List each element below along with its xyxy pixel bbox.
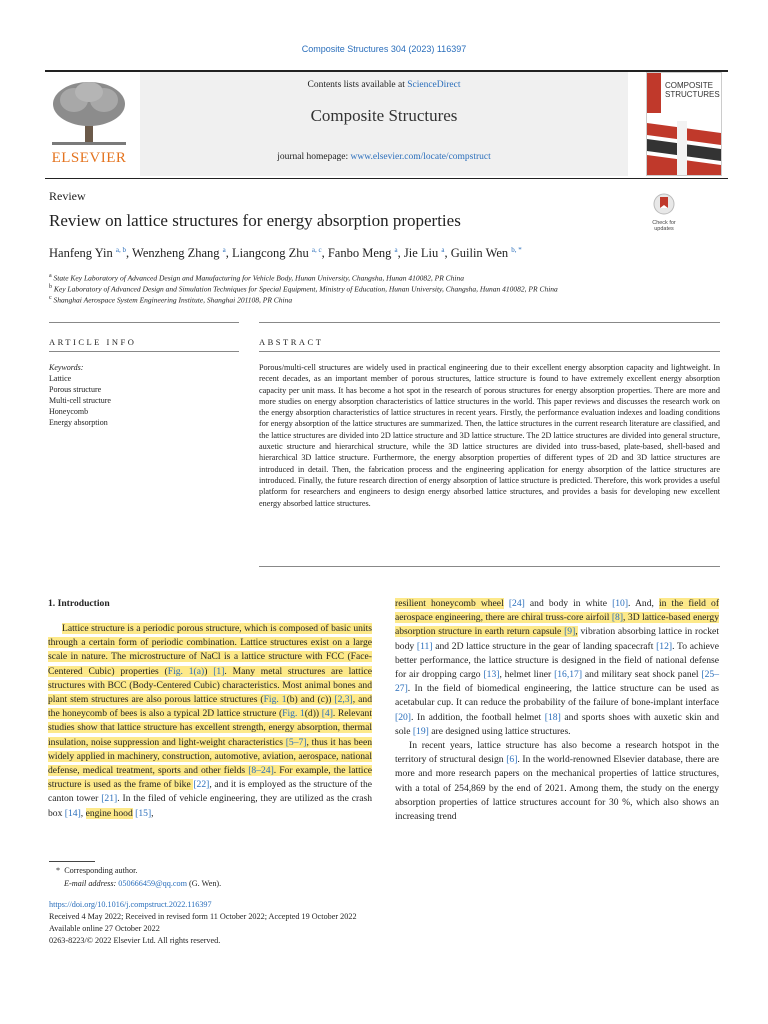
citation-link[interactable]: [4]	[321, 708, 333, 720]
citation-link[interactable]: [19]	[412, 725, 429, 737]
paragraph	[48, 622, 372, 821]
text-run: , and the honeycomb of bees is also a typical 2D lattice structure (	[48, 694, 372, 720]
text-run: , helmet liner	[499, 669, 555, 681]
affiliation-text: State Key Laboratory of Advanced Design and Manufacturing for Vehicle Body, Hunan University, Changsha, Hunan 410082, PR China	[53, 273, 464, 283]
keyword: Multi-cell structure	[49, 396, 111, 405]
author-affiliation-mark[interactable]: a, b	[115, 246, 126, 254]
abstract-heading: ABSTRACT	[259, 337, 324, 347]
check-for-updates-badge[interactable]	[646, 193, 682, 233]
homepage-prefix: journal homepage:	[277, 152, 351, 162]
elsevier-logo-text: ELSEVIER	[51, 150, 127, 166]
citation-link[interactable]: [12]	[656, 640, 673, 652]
citation-link[interactable]: [13]	[483, 669, 500, 681]
citation-link[interactable]: [8]	[611, 612, 624, 624]
text-run: )	[204, 665, 214, 677]
affiliation	[49, 273, 709, 283]
affiliation-mark: a	[49, 273, 52, 279]
citation-link[interactable]: [16,17]	[554, 669, 583, 681]
citation-link[interactable]: [8–24]	[248, 765, 274, 777]
article-info-heading: ARTICLE INFO	[49, 337, 137, 347]
corresponding-label: Corresponding author.	[64, 866, 138, 875]
text-run: and military seat shock panel	[582, 669, 702, 681]
section-heading-introduction: 1. Introduction	[48, 598, 110, 609]
highlighted-text	[48, 623, 372, 790]
homepage-link[interactable]: www.elsevier.com/locate/compstruct	[350, 152, 491, 162]
article-info-sub-rule	[49, 351, 239, 352]
text-run: , and it is employed as the structure of the canton tower	[48, 779, 373, 805]
abstract-text: Porous/multi-cell structures are widely used in practical engineering due to their excellent energy absorption capacity and lightweight. In recent decades, as an important member of porous structures, lattice structure is found to have extremely excellent energy absorption capacity per unit mass. It has become a hot spot in the research of porous structures for energy absorption properties. There are more and more studies on energy absorption characteristics of lattice structures in the world. This paper reviews and discusses the research work on the energy absorption characteristics of lattice structures in recent years. Firstly, the performance evaluation indexes and loading conditions for energy absorption of the lattice structures are summarized. Then, the lattice structures in the current research literature are classified, and the lattice structures are divided into 2D lattice structure and 3D lattice structure. The 2D lattice structures are divided into general structure, auxetic structure and hierarchical structure, while the 3D lattice structures are divided into truss-based, plate-based, shell-based and hierarchical 3D lattice structure. Furthermore, the energy absorption properties of different types of 2D and 3D lattice structures are introduced in detail. Then, the fabrication process and the engineering application for energy absorption of the lattice structures are introduced. Finally, the future research direction of energy absorption of lattice structure is predicted. Therefore, this work provides a useful platform for researchers and engineers to design energy absorbed lattice structures, and provides a basis for developing new excellent energy absorbed lattice structures.	[259, 363, 720, 508]
citation-link[interactable]: [20]	[395, 711, 411, 723]
citation-link[interactable]: [15]	[135, 807, 152, 819]
homepage-line	[140, 152, 628, 162]
text-run: . To achieve better performance, the lattice structure is designed in the field of national defense for air dropping cargo	[395, 640, 719, 681]
text-run: . In the filed of vehicle engineering, they are utilized as the crash box	[48, 793, 372, 819]
text-run: . In the world-renowned Elsevier database, there are more and more research papers on the mechanical properties of lattice structures, with a total of 254,869 by the end of 2021. Among them, the study on the energy absorption properties of lattice structures account for 30 %, which also shows an increasing trend	[395, 754, 720, 823]
article-type: Review	[49, 189, 86, 203]
journal-cover[interactable]	[646, 72, 722, 176]
affiliation-mark: b	[49, 284, 52, 290]
text-run: . For example, the lattice structure is used as the frame of bike	[48, 765, 372, 791]
keywords-label: Keywords:	[49, 363, 84, 372]
author-list: Hanfeng Yin $^{a, b}$, Wenzheng Zhang $^a$, Liangcong Zhu $^{a, c}$, Fanbo Meng $^a$, Jie Liu $^a$, Guilin Wen $^{b, *}$	[49, 246, 522, 261]
citation-link[interactable]: [18]	[544, 711, 561, 723]
text-run: vibration absorbing lattice in rocket body	[395, 626, 719, 652]
abstract-sub-rule	[259, 351, 720, 352]
contents-prefix: Contents lists available at	[307, 80, 408, 90]
text-run: and body in white	[524, 598, 613, 609]
corresponding-author-note: * Corresponding author.	[56, 866, 138, 875]
text-run: (d))	[304, 708, 322, 720]
text-run: ,	[151, 807, 154, 819]
citation-link[interactable]: [24]	[508, 598, 525, 609]
citation-link[interactable]: [10]	[612, 598, 629, 609]
cover-title	[665, 81, 720, 99]
email-note	[64, 879, 221, 888]
body-column-left	[48, 622, 372, 821]
online-date: Available online 27 October 2022	[49, 924, 160, 933]
author-name[interactable]: Jie Liu	[403, 246, 439, 261]
text-run: . Relevant studies show that lattice structure has excellent strength, energy absorption, thermal insulation, noise suppression and light-weight characteristics	[48, 708, 372, 748]
copyright: 0263-8223/© 2022 Elsevier Ltd. All rights reserved.	[49, 936, 221, 945]
paragraph	[395, 597, 719, 739]
citation-link[interactable]: [2,3]	[334, 694, 353, 706]
check-label-1: Check for	[652, 220, 676, 226]
text-run: . In addition, the football helmet	[410, 711, 545, 723]
author-name[interactable]: Fanbo Meng	[327, 246, 392, 261]
paragraph	[395, 739, 719, 824]
abstract-bottom-rule	[259, 566, 720, 567]
body-column-right	[395, 597, 719, 824]
keyword: Porous structure	[49, 385, 102, 394]
affiliation-text: Key Laboratory of Advanced Design and Simulation Techniques for Special Equipment, Ministry of Education, Hunan University, Changsha, Hunan 410082, PR China	[53, 284, 558, 294]
text-run: and 2D lattice structure in the gear of landing spacecraft	[432, 640, 657, 652]
doi-link[interactable]: https://doi.org/10.1016/j.compstruct.2022.116397	[49, 900, 212, 909]
keyword: Energy absorption	[49, 418, 108, 427]
citation-link[interactable]: [22]	[193, 779, 210, 791]
highlighted-text: engine hood	[85, 807, 133, 819]
author-affiliation-mark[interactable]: a	[394, 246, 398, 254]
affiliation	[49, 284, 709, 294]
figure-link[interactable]: Fig. 1(a)	[167, 665, 205, 677]
author-affiliation-mark[interactable]: a, c	[311, 246, 322, 254]
received-dates: Received 4 May 2022; Received in revised form 11 October 2022; Accepted 19 October 2022	[49, 912, 357, 921]
citation-link[interactable]: [9]	[564, 626, 576, 638]
citation-link[interactable]: [14]	[64, 807, 81, 819]
author-affiliation-mark[interactable]: b, *	[511, 246, 522, 254]
journal-name: Composite Structures	[310, 106, 458, 125]
journal-reference[interactable]: Composite Structures 304 (2023) 116397	[301, 44, 467, 54]
figure-link[interactable]: Fig. 1	[282, 708, 305, 720]
header-bottom-rule	[45, 178, 728, 179]
citation-link[interactable]: [5–7]	[285, 736, 307, 748]
text-run: , thus it has been widely applied in machinery, construction, automotive, aviation, aerospace, national defense, medical treatment, sports and other fields	[48, 736, 372, 777]
text-run: Lattice structure is a periodic porous structure, which is composed of basic units through a certain form of periodic combination. Lattice structures exist on a large scale in nature. The microstructure of NaCl is a lattice structure with FCC (Face-Centered Cubic) properties (	[48, 623, 372, 677]
text-run: , 3D lattice-based energy absorption structure in earth return capsule	[395, 612, 719, 638]
affiliation-mark: c	[49, 295, 52, 301]
abstract-rule	[259, 322, 720, 323]
author-name[interactable]: Liangcong Zhu	[232, 246, 309, 261]
text-run: ,	[575, 626, 578, 638]
text-run: (b) and (c))	[286, 694, 335, 706]
keyword: Honeycomb	[49, 407, 89, 416]
email-suffix: (G. Wen).	[187, 879, 222, 888]
author-name[interactable]: Guilin Wen	[450, 246, 509, 261]
figure-link[interactable]: Fig. 1	[263, 694, 287, 706]
contents-line	[140, 80, 628, 90]
check-label-2: updates	[654, 226, 674, 232]
affiliation	[49, 295, 709, 305]
author-affiliation-mark[interactable]: a	[441, 246, 445, 254]
citation-link[interactable]: [11]	[416, 640, 433, 652]
check-updates-icon	[653, 193, 675, 215]
email-link[interactable]: 050666459@qq.com	[118, 879, 187, 888]
article-info-rule	[49, 322, 239, 323]
cover-title-line-2: STRUCTURES	[665, 90, 720, 99]
text-run: . Many metal structures are lattice structures with BCC (Body-Centered Cubic) characteristics. Most animal bones and plant stem structures are also porous lattice structures (	[48, 665, 373, 706]
text-run: are designed using lattice structures.	[428, 725, 571, 737]
text-run: ,	[80, 807, 86, 819]
citation-link[interactable]: [1]	[213, 665, 225, 677]
text-run: In recent years, lattice structure has also become a research hotspot in the territory of structural design	[395, 740, 719, 766]
cover-title-line-1: COMPOSITE	[665, 81, 714, 90]
text-run: . In the field of biomedical engineering, the lattice structure can be used as acetabular cup. It can reduce the probability of the failure of bone-implant interface	[395, 683, 719, 709]
text-run: . And,	[628, 598, 660, 609]
author-name[interactable]: Wenzheng Zhang	[132, 246, 220, 261]
citation-link[interactable]: [6]	[506, 754, 518, 766]
citation-link[interactable]: [25–27]	[395, 669, 719, 695]
text-run: and sports shoes with auxetic skin and sole	[395, 711, 719, 737]
keyword: Lattice	[49, 374, 72, 383]
author-name[interactable]: Hanfeng Yin	[49, 246, 113, 261]
citation-link[interactable]: [21]	[101, 793, 118, 805]
text-run: in the field of aerospace engineering, there are chiral truss-core airfoil	[395, 598, 720, 624]
footnote-rule	[49, 861, 95, 862]
email-label: E-mail address:	[64, 879, 119, 888]
author-affiliation-mark[interactable]: a	[222, 246, 226, 254]
affiliation-text: Shanghai Aerospace System Engineering Institute, Shanghai 201108, PR China	[53, 295, 293, 305]
sciencedirect-link[interactable]: ScienceDirect	[407, 80, 461, 90]
article-title: Review on lattice structures for energy absorption properties	[49, 211, 461, 230]
highlighted-text: resilient honeycomb wheel	[395, 598, 504, 609]
